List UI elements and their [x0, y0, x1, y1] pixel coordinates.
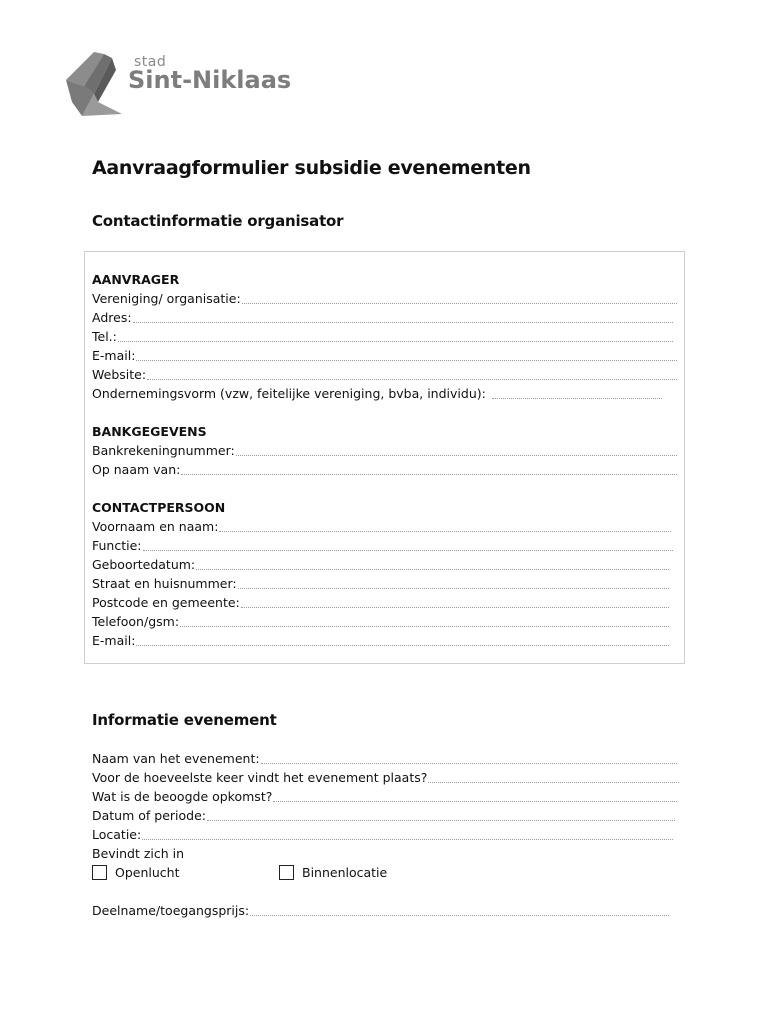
field-label: Op naam van:: [92, 462, 181, 477]
fill-line[interactable]: [241, 593, 669, 608]
field-email[interactable]: [92, 346, 677, 365]
fill-line[interactable]: [143, 536, 674, 551]
field-label: E-mail:: [92, 633, 136, 648]
field-label: Adres:: [92, 310, 132, 325]
fill-line[interactable]: [219, 517, 671, 532]
field-label: Bankrekeningnummer:: [92, 443, 235, 458]
field-postcode[interactable]: [92, 593, 669, 612]
field-adres[interactable]: [92, 308, 673, 327]
fill-line[interactable]: [273, 787, 677, 802]
checkbox-label: Binnenlocatie: [302, 865, 388, 880]
field-tel[interactable]: [92, 327, 673, 346]
field-evenement-naam[interactable]: [92, 749, 677, 768]
field-contact-email[interactable]: [92, 631, 669, 650]
contactpersoon-heading: CONTACTPERSOON: [92, 500, 226, 515]
location-prompt: Bevindt zich in: [92, 846, 185, 861]
fill-line[interactable]: [250, 901, 669, 916]
checkbox-label: Openlucht: [115, 865, 180, 880]
field-website[interactable]: [92, 365, 677, 384]
logo-small-text: stad: [134, 54, 167, 70]
fill-line[interactable]: [180, 612, 669, 627]
field-label: Postcode en gemeente:: [92, 595, 240, 610]
checkbox-icon[interactable]: [92, 865, 107, 880]
field-label: Vereniging/ organisatie:: [92, 291, 241, 306]
field-label: Website:: [92, 367, 147, 382]
field-label: Functie:: [92, 538, 142, 553]
field-label: Locatie:: [92, 827, 142, 842]
logo-name: Sint-Niklaas: [128, 66, 292, 94]
field-hoeveelste-keer[interactable]: [92, 768, 679, 787]
fill-line[interactable]: [236, 441, 677, 456]
field-ondernemingsvorm[interactable]: [92, 384, 662, 403]
contact-section-title: Contactinformatie organisator: [92, 212, 344, 230]
fill-line[interactable]: [261, 749, 677, 764]
checkbox-binnenlocatie[interactable]: [279, 863, 387, 882]
field-straat[interactable]: [92, 574, 669, 593]
fill-line[interactable]: [147, 365, 677, 380]
bank-heading: BANKGEGEVENS: [92, 424, 207, 439]
field-label: Deelname/toegangsprijs:: [92, 903, 250, 918]
field-label: Tel.:: [92, 329, 117, 344]
field-functie[interactable]: [92, 536, 673, 555]
field-locatie[interactable]: [92, 825, 673, 844]
logo-mark-icon: [64, 50, 134, 120]
fill-line[interactable]: [136, 631, 669, 646]
fill-line[interactable]: [492, 384, 662, 399]
fill-line[interactable]: [181, 460, 677, 475]
fill-line[interactable]: [142, 825, 673, 840]
field-label: Datum of periode:: [92, 808, 207, 823]
field-label: Wat is de beoogde opkomst?: [92, 789, 273, 804]
field-label: Voor de hoeveelste keer vindt het evenement plaats?: [92, 770, 428, 785]
field-label: Voornaam en naam:: [92, 519, 219, 534]
fill-line[interactable]: [133, 308, 673, 323]
field-bankrekening[interactable]: [92, 441, 677, 460]
field-label: Telefoon/gsm:: [92, 614, 180, 629]
fill-line[interactable]: [196, 555, 669, 570]
fill-line[interactable]: [118, 327, 673, 342]
checkbox-openlucht[interactable]: [92, 863, 179, 882]
field-telefoon[interactable]: [92, 612, 669, 631]
field-geboortedatum[interactable]: [92, 555, 669, 574]
event-section-title: Informatie evenement: [92, 711, 277, 729]
field-toegangsprijs[interactable]: [92, 901, 669, 920]
aanvrager-heading: AANVRAGER: [92, 272, 180, 287]
fill-line[interactable]: [238, 574, 669, 589]
fill-line[interactable]: [207, 806, 675, 821]
fill-line[interactable]: [242, 289, 677, 304]
field-label: E-mail:: [92, 348, 136, 363]
field-label: Naam van het evenement:: [92, 751, 260, 766]
field-vereniging[interactable]: [92, 289, 677, 308]
field-datum[interactable]: [92, 806, 675, 825]
field-opkomst[interactable]: [92, 787, 677, 806]
field-op-naam-van[interactable]: [92, 460, 677, 479]
form-title: Aanvraagformulier subsidie evenementen: [92, 157, 531, 179]
fill-line[interactable]: [428, 768, 679, 783]
fill-line[interactable]: [136, 346, 677, 361]
field-naam[interactable]: [92, 517, 671, 536]
checkbox-icon[interactable]: [279, 865, 294, 880]
field-label: Geboortedatum:: [92, 557, 196, 572]
field-label: Ondernemingsvorm (vzw, feitelijke vereniging, bvba, individu):: [92, 386, 486, 401]
field-label: Straat en huisnummer:: [92, 576, 237, 591]
